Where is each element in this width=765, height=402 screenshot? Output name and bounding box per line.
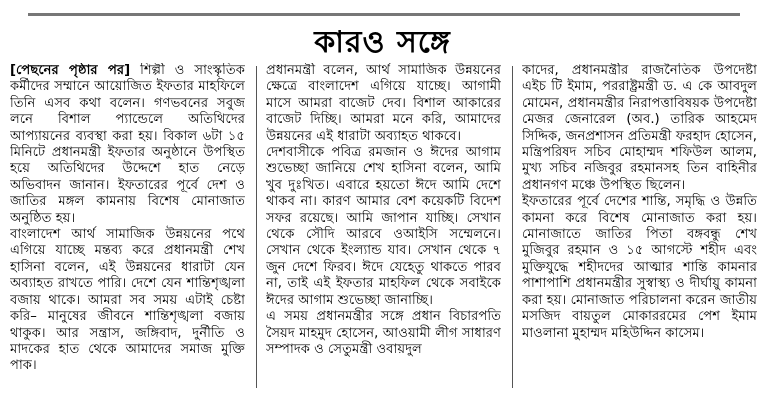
headline: কারও সঙ্গে <box>314 25 451 60</box>
paragraph: প্রধানমন্ত্রী বলেন, আর্থ সামাজিক উন্নয়নের ক্ষেত্রে বাংলাদেশ এগিয়ে যাচ্ছে। আগামী মাসে আমরা বাজেট দেব। বিশাল আকারের বাজেট দিচ্ছি। আমরা মনে করি, আমাদের উন্নয়নের এই ধারাটা অব্যাহত থাকবে। <box>266 63 501 144</box>
column-1 <box>10 63 245 393</box>
paragraph <box>10 63 245 227</box>
paragraph-text: শিল্পী ও সাংস্কৃতিক কর্মীদের সম্মানে আয়োজিত ইফতার মাহফিলে তিনি এসব কথা বলেন। গণভবনের সবুজ লনে বিশাল প্যান্ডেলে অতিথিদের আপ্যায়নের ব্যবস্থা করা হয়। বিকাল ৬টা ১৫ মিনিটে প্রধানমন্ত্রী ইফতার অনুষ্ঠানে উপস্থিত হয়ে অতিথিদের উদ্দেশে হাত নেড়ে অভিবাদন জানান। ইফতারের পূর্বে দেশ ও জাতির মঙ্গল কামনায় বিশেষ মোনাজাত অনুষ্ঠিত হয়। <box>10 63 245 226</box>
column-3 <box>522 63 757 393</box>
top-rule <box>28 13 740 16</box>
paragraph: বাংলাদেশ আর্থ সামাজিক উন্নয়নের পথে এগিয়ে যাচ্ছে মন্তব্য করে প্রধানমন্ত্রী শেখ হাসিনা বলেন, এই উন্নয়নের ধারাটা যেন অব্যাহত রাখতে পারি। দেশে যেন শান্তিশৃঙ্খলা বজায় থাকে। আমরা সব সময় এটাই চেষ্টা করি– মানুষের জীবনে শান্তিশৃঙ্খলা বজায় থাকুক। আর সন্ত্রাস, জঙ্গিবাদ, দুর্নীতি ও মাদকের হাত থেকে আমাদের সমাজ মুক্তি পাক। <box>10 227 245 374</box>
paragraph: এ সময় প্রধানমন্ত্রীর সঙ্গে প্রধান বিচারপতি সৈয়দ মাহমুদ হোসেন, আওয়ামী লীগ সাধারণ সম্পাদক ও সেতুমন্ত্রী ওবায়দুল <box>266 309 501 357</box>
paragraph: ইফতারের পূর্বে দেশের শান্তি, সমৃদ্ধি ও উন্নতি কামনা করে বিশেষ মোনাজাত করা হয়। মোনাজাতে জাতির পিতা বঙ্গবন্ধু শেখ মুজিবুর রহমান ও ১৫ আগস্টে শহীদ এবং মুক্তিযুদ্ধে শহীদদের আত্মার শান্তি কামনার পাশাপাশি প্রধানমন্ত্রীর সুস্বাস্থ্য ও দীর্ঘায়ু কামনা করা হয়। মোনাজাত পরিচালনা করেন জাতীয় মসজিদ বায়তুল মোকাররমের পেশ ইমাম মাওলানা মুহাম্মদ মহিউদ্দিন কাসেম। <box>522 194 757 341</box>
paragraph: কাদের, প্রধানমন্ত্রীর রাজনৈতিক উপদেষ্টা এইচ টি ইমাম, পররাষ্ট্রমন্ত্রী ড. এ কে আবদুল মোমেন, প্রধানমন্ত্রীর নিরাপত্তাবিষয়ক উপদেষ্টা মেজর জেনারেল (অব.) তারিক আহমেদ সিদ্দিক, জনপ্রশাসন প্রতিমন্ত্রী ফরহাদ হোসেন, মন্ত্রিপরিষদ সচিব মোহাম্মদ শফিউল আলম, মুখ্য সচিব নজিবুর রহমানসহ তিন বাহিনীর প্রধানগণ মঞ্চে উপস্থিত ছিলেন। <box>522 63 757 193</box>
paragraph: দেশবাসীকে পবিত্র রমজান ও ঈদের আগাম শুভেচ্ছা জানিয়ে শেখ হাসিনা বলেন, আমি খুব দুঃখিত। এবারে হয়তো ঈদে আমি দেশে থাকব না। কারণ আমার বেশ কয়েকটি বিদেশ সফর রয়েছে। আমি জাপান যাচ্ছি। সেখান থেকে সৌদি আরবে ওআইসি সম্মেলনে। সেখান থেকে ইংল্যান্ড যাব। সেখান থেকে ৭ জুন দেশে ফিরব। ঈদে যেহেতু থাকতে পারব না, তাই এই ইফতার মাহফিল থেকে সবাইকে ঈদের আগাম শুভেচ্ছা জানাচ্ছি। <box>266 145 501 308</box>
column-divider <box>256 66 257 388</box>
column-divider <box>512 66 513 388</box>
column-2 <box>266 63 501 393</box>
continuation-marker: [পেছনের পৃষ্ঠার পর] <box>10 63 131 78</box>
